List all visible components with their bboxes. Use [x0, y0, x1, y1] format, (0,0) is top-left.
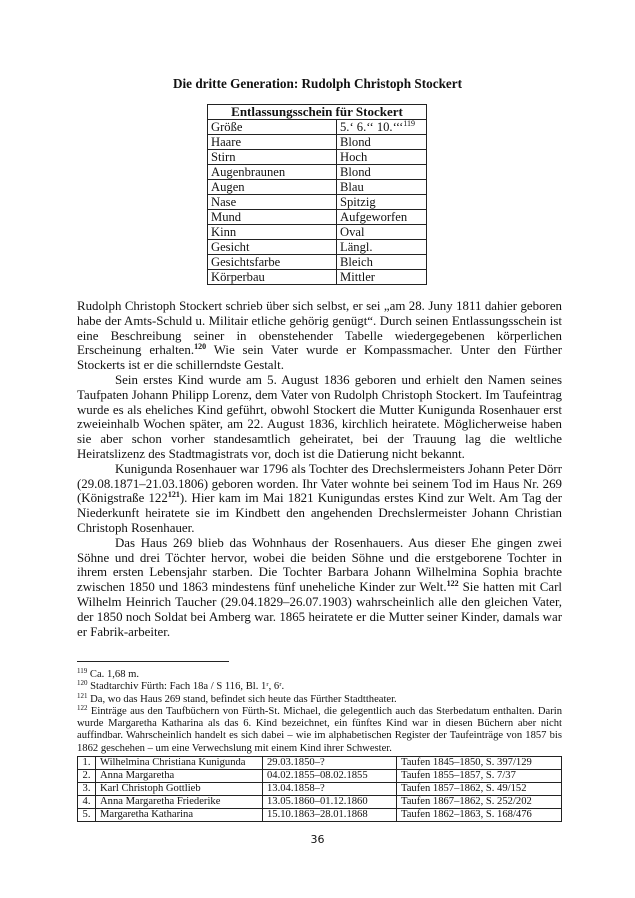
- cell-name: Anna Margaretha Friederike: [96, 796, 263, 809]
- cell-number: 3.: [78, 783, 96, 796]
- cell-number: 1.: [78, 757, 96, 770]
- row-label: Gesicht: [208, 240, 337, 255]
- row-label: Stirn: [208, 150, 337, 165]
- cell-name: Anna Margaretha: [96, 770, 263, 783]
- cell-name: Karl Christoph Gottlieb: [96, 783, 263, 796]
- paragraph-4: [77, 536, 562, 640]
- table-row: [208, 210, 427, 225]
- entlassungsschein-table: [207, 104, 427, 285]
- table-row: [208, 165, 427, 180]
- cell-number: 2.: [78, 770, 96, 783]
- table-caption: Entlassungsschein für Stockert: [208, 105, 427, 120]
- row-value: Blau: [337, 180, 427, 195]
- footnote-number: 120: [77, 679, 88, 688]
- footnote-119: [77, 669, 562, 681]
- cell-source: Taufen 1857–1862, S. 49/152: [397, 783, 562, 796]
- cell-name: Wilhelmina Christiana Kunigunda: [96, 757, 263, 770]
- footnote-ref[interactable]: 119: [403, 119, 415, 128]
- row-value: Blond: [337, 135, 427, 150]
- table-row: [78, 757, 562, 770]
- footnote-separator: [77, 661, 229, 662]
- row-label: Nase: [208, 195, 337, 210]
- cell-number: 5.: [78, 809, 96, 822]
- footnotes: [77, 669, 562, 755]
- table-row: [208, 240, 427, 255]
- table-row: [208, 135, 427, 150]
- table-row: [78, 809, 562, 822]
- footnote-text: Einträge aus den Taufbüchern von Fürth-St. Michael, die gelegentlich auch das Sterbedatum enthalten. Darin wurde Margaretha Katharina als das 6. Kind bezeichnet, ein fünftes Kind war in diesen Büchern aber nicht auffindbar. Wahrscheinlich handelt es sich dabei – wie im alphabetischen Register der Taufeinträge von 1857 bis 1862 geschehen – um eine Verwechslung mit einem Kind ihrer Schwester.: [77, 705, 562, 754]
- row-label: Kinn: [208, 225, 337, 240]
- row-label: Haare: [208, 135, 337, 150]
- cell-name: Margaretha Katharina: [96, 809, 263, 822]
- cell-source: Taufen 1855–1857, S. 7/37: [397, 770, 562, 783]
- cell-dates: 13.04.1858–?: [263, 783, 397, 796]
- footnote-number: 121: [77, 691, 88, 700]
- cell-number: 4.: [78, 796, 96, 809]
- paragraph-2: Sein erstes Kind wurde am 5. August 1836 geboren und erhielt den Namen seines Taufpaten Johann Philipp Lorenz, dem Vater von Rudolph Christoph Stockert. Im Taufeintrag wurde es als eheliches Kind geführt, obwohl Stockert die Mutter Kunigunda Rosenhauer erst zweieinhalb Wochen später, am 22. August 1836, kirchlich heiratete. Möglicherweise haben sie aber schon vorher standesamtlich geheiratet, bei der Trauung lag die weltliche Heiratslizenz des Stadtmagistrats vor, doch ist die Datierung nicht bekannt.: [77, 372, 562, 461]
- row-value: Hoch: [337, 150, 427, 165]
- paragraph-1: [77, 299, 562, 373]
- table-row: [208, 270, 427, 285]
- footnote-text: Da, wo das Haus 269 stand, befindet sich heute das Fürther Stadttheater.: [87, 693, 397, 705]
- row-value: Aufgeworfen: [337, 210, 427, 225]
- cell-source: Taufen 1845–1850, S. 397/129: [397, 757, 562, 770]
- cell-dates: 15.10.1863–28.01.1868: [263, 809, 397, 822]
- footnote-ref-120[interactable]: 120: [194, 342, 207, 352]
- cell-dates: 13.05.1860–01.12.1860: [263, 796, 397, 809]
- paragraph-text: Sie hatten mit Carl Wilhelm Heinrich Taucher (29.04.1829–26.07.1903) wahrscheinlich alle den gleichen Vater, der 1850 noch Soldat bei Amberg war. 1865 heiratete er die Mutter seiner Kinder, damals war er Fabrik-arbeiter.: [77, 580, 562, 639]
- table-row: [208, 180, 427, 195]
- paragraph-text: Wie sein Vater wurde er Kompassmacher. Unter den Fürther Stockerts ist er die schillerndste Gestalt.: [77, 343, 563, 373]
- row-value: [337, 120, 427, 135]
- row-value: Oval: [337, 225, 427, 240]
- row-value: Mittler: [337, 270, 427, 285]
- row-label: Augenbraunen: [208, 165, 337, 180]
- footnote-122: [77, 703, 562, 755]
- value-text: 5.‘ 6.‘‘ 10.‘‘‘: [340, 120, 404, 134]
- paragraph-text: Rudolph Christoph Stockert schrieb über sich selbst, er sei „am 28. Juny 1811 dahier geboren habe der Amts-Schuld u. Militair etliche gehörig genügt“. Durch seinen Entlassungsschein ist eine Beschreibung seiner in obenstehender Tabelle wiedergegebenen körperlichen Erscheinung erhalten.: [77, 299, 562, 358]
- paragraph-text: ). Hier kam im Mai 1821 Kunigundas erstes Kind zur Welt. Am Tag der Niederkunft heiratete sie im Kindbett den angehenden Drechslermeister Johann Christian Christoph Rosenhauer.: [77, 491, 562, 535]
- footnote-text: Ca. 1,68 m.: [87, 669, 140, 680]
- table-row: [78, 770, 562, 783]
- cell-dates: 29.03.1850–?: [263, 757, 397, 770]
- row-value: Blond: [337, 165, 427, 180]
- footnote-number: 119: [77, 667, 88, 675]
- row-value: Bleich: [337, 255, 427, 270]
- paragraph-text: Kunigunda Rosenhauer war 1796 als Tochter des Drechslermeisters Johann Peter Dörr (29.08.1871–21.03.1806) geboren worden. Ihr Vater wohnte bei seinem Tod im Haus Nr. 269 (Königstraße 122: [77, 461, 562, 506]
- table-row: [208, 195, 427, 210]
- footnote-120: [77, 681, 562, 693]
- row-label: Gesichtsfarbe: [208, 255, 337, 270]
- footnote-121: [77, 691, 562, 706]
- table-row: [78, 796, 562, 809]
- row-value: Spitzig: [337, 195, 427, 210]
- cell-dates: 04.02.1855–08.02.1855: [263, 770, 397, 783]
- row-value: Längl.: [337, 240, 427, 255]
- children-table: [77, 756, 562, 822]
- table-row: [208, 255, 427, 270]
- table-row: [78, 783, 562, 796]
- footnote-number: 122: [77, 703, 88, 712]
- footnote-ref-122[interactable]: 122: [446, 579, 459, 589]
- footnote-text: Stadtarchiv Fürth: Fach 18a / S 116, Bl. 1ʳ, 6ʳ.: [87, 681, 285, 693]
- paragraph-3: [77, 462, 562, 536]
- section-heading: Die dritte Generation: Rudolph Christoph Stockert: [172, 76, 463, 91]
- table-row: [208, 225, 427, 240]
- row-label: Größe: [208, 120, 337, 135]
- paragraph-text: Das Haus 269 blieb das Wohnhaus der Rosenhauers. Aus dieser Ehe gingen zwei Söhne und drei Töchter hervor, wobei die beiden Söhne und die erstgeborene Tochter in ihrem ersten Lebensjahr starben. Die Tochter Barbara Johann Wilhelmina Sophia brachte zwischen 1850 und 1863 mindestens fünf uneheliche Kinder zur Welt.: [77, 535, 562, 595]
- table-row: [208, 150, 427, 165]
- page-number: 36: [310, 833, 325, 846]
- cell-source: Taufen 1862–1863, S. 168/476: [397, 809, 562, 822]
- row-label: Mund: [208, 210, 337, 225]
- body-text: [77, 299, 562, 639]
- row-label: Körperbau: [208, 270, 337, 285]
- row-label: Augen: [208, 180, 337, 195]
- footnote-ref-121[interactable]: 121: [167, 490, 180, 500]
- table-row: [208, 120, 427, 135]
- cell-source: Taufen 1867–1862, S. 252/202: [397, 796, 562, 809]
